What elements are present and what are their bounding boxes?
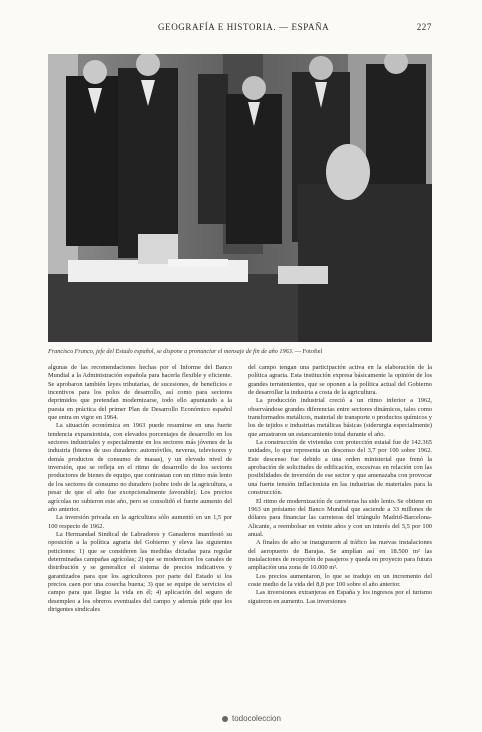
article-body (48, 364, 432, 694)
paragraph: La situación económica en 1963 puede resumirse en una fuerte tendencia expansionista, con elevados porcentajes de desarrollo en los sectores industriales y especialmente en los sectores más jóvenes de la industria (bienes de uso duradero: automóviles, neveras, televisores y demás productos de consumo de masas), y un elevado nivel de inversión, que se refleja en el ritmo de desarrollo de los sectores productores de bienes de equipo, que contrastan con un ritmo más lento de los sectores de consumo no duradero (sobre todo de la agricultura, a pesar de que el año fue excepcionalmente favorable). Los precios agrícolas no subieron este año, pero se consolidó el fuerte aumento del año anterior. (48, 422, 232, 513)
paragraph: Las inversiones extranjeras en España y los ingresos por el turismo siguieron en aumento. Las inversiones (248, 589, 432, 605)
paragraph: algunas de las recomendaciones hechas por el Informe del Banco Mundial a la Administración española para hacerla flexible y eficiente. Se aprobaron también leyes tributarias, de sucesiones, de beneficios e incentivos para los polos de desarrollo, así como para sectores deprimidos que pretendan modernizarse, todo ello apuntando a la puesta en práctica del primer Plan de Desarrollo Económico español que entra en vigor en 1964. (48, 364, 232, 422)
paragraph: La Hermandad Sindical de Labradores y Ganaderos manifestó su oposición a la política agraria del Gobierno y eleva las siguientes peticiones: 1) que se consideren las medidas dictadas para regular determinadas campañas agrícolas; 2) que se modernicen los canales de distribución y se generalice el sistema de precios indicativos y garantizados para que los agricultores por parte del Estado si los precios caen por una cosecha buena; 3) que se equipe de servicios el campo para que llegue la vida en él; 4) aplicación del seguro de desempleo a los obreros eventuales del campo y además pide que los dirigentes sindicales (48, 530, 232, 613)
paragraph: La construcción de viviendas con protección estatal fue de 142.365 unidades, lo que representa un descenso del 3,7 por 100 sobre 1962. Este descenso fue debido a una orden ministerial que frenó la aprobación de solicitudes de edificación, excesivas en relación con las posibilidades de inversión de ese sector y que amenazaba con provocar una fuerte tensión inflacionista en las industrias de materiales para la construcción. (248, 439, 432, 497)
running-header (48, 22, 432, 36)
watermark (222, 714, 432, 726)
column-left (48, 364, 232, 694)
watermark-logo-icon (222, 716, 228, 722)
paragraph: La inversión privada en la agricultura sólo aumentó en un 1,5 por 100 respecto de 1962. (48, 514, 232, 530)
caption-text: Francisco Franco, jefe del Estado español, se dispone a pronunciar el mensaje de fin de año 1963. (48, 348, 294, 355)
caption-credit: — Fotofiel (293, 348, 323, 355)
paragraph: A finales de año se inauguraron al tráfico las nuevas instalaciones del aeropuerto de Barajas. Se amplían así en 18.500 m² las instalaciones de recepción de pasajeros y queda en proyecto para futura ampliación una zona de 10.000 m². (248, 539, 432, 572)
running-title: GEOGRAFÍA E HISTORIA. — ESPAÑA (158, 22, 330, 32)
paragraph: La producción industrial creció a un ritmo inferior a 1962, observándose grandes diferencias entre sectores dinámicos, tales como transformados metálicos, material de transporte o productos químicos y los de tejidos e industrias metálicas básicas (siderurgia especialmente) que arrastraron un estancamiento total durante el año. (248, 397, 432, 438)
photo-caption (48, 348, 432, 355)
watermark-text: todocoleccion (232, 714, 281, 723)
column-right (248, 364, 432, 694)
photograph (48, 54, 432, 342)
photo-illustration (48, 54, 432, 342)
page-number: 227 (416, 22, 432, 32)
paragraph: del campo tengan una participación activa en la elaboración de la política agraria. Esta institución expresa básicamente la opinión de los grandes terratenientes, que se oponen a la política actual del Gobierno de desarrollar la industria a costa de la agricultura. (248, 364, 432, 397)
paragraph: Los precios aumentaron, lo que se tradujo en un incremento del coste medio de la vida del 8,8 por 100 sobre el año anterior. (248, 572, 432, 588)
paragraph: El ritmo de modernización de carreteras ha sido lento. Se obtiene en 1963 un préstamo del Banco Mundial que asciende a 33 millones de dólares para financiar las carreteras del triángulo Madrid-Barcelona-Alicante, a reembolsar en veinte años y con un interés del 5,5 por 100 anual. (248, 497, 432, 538)
